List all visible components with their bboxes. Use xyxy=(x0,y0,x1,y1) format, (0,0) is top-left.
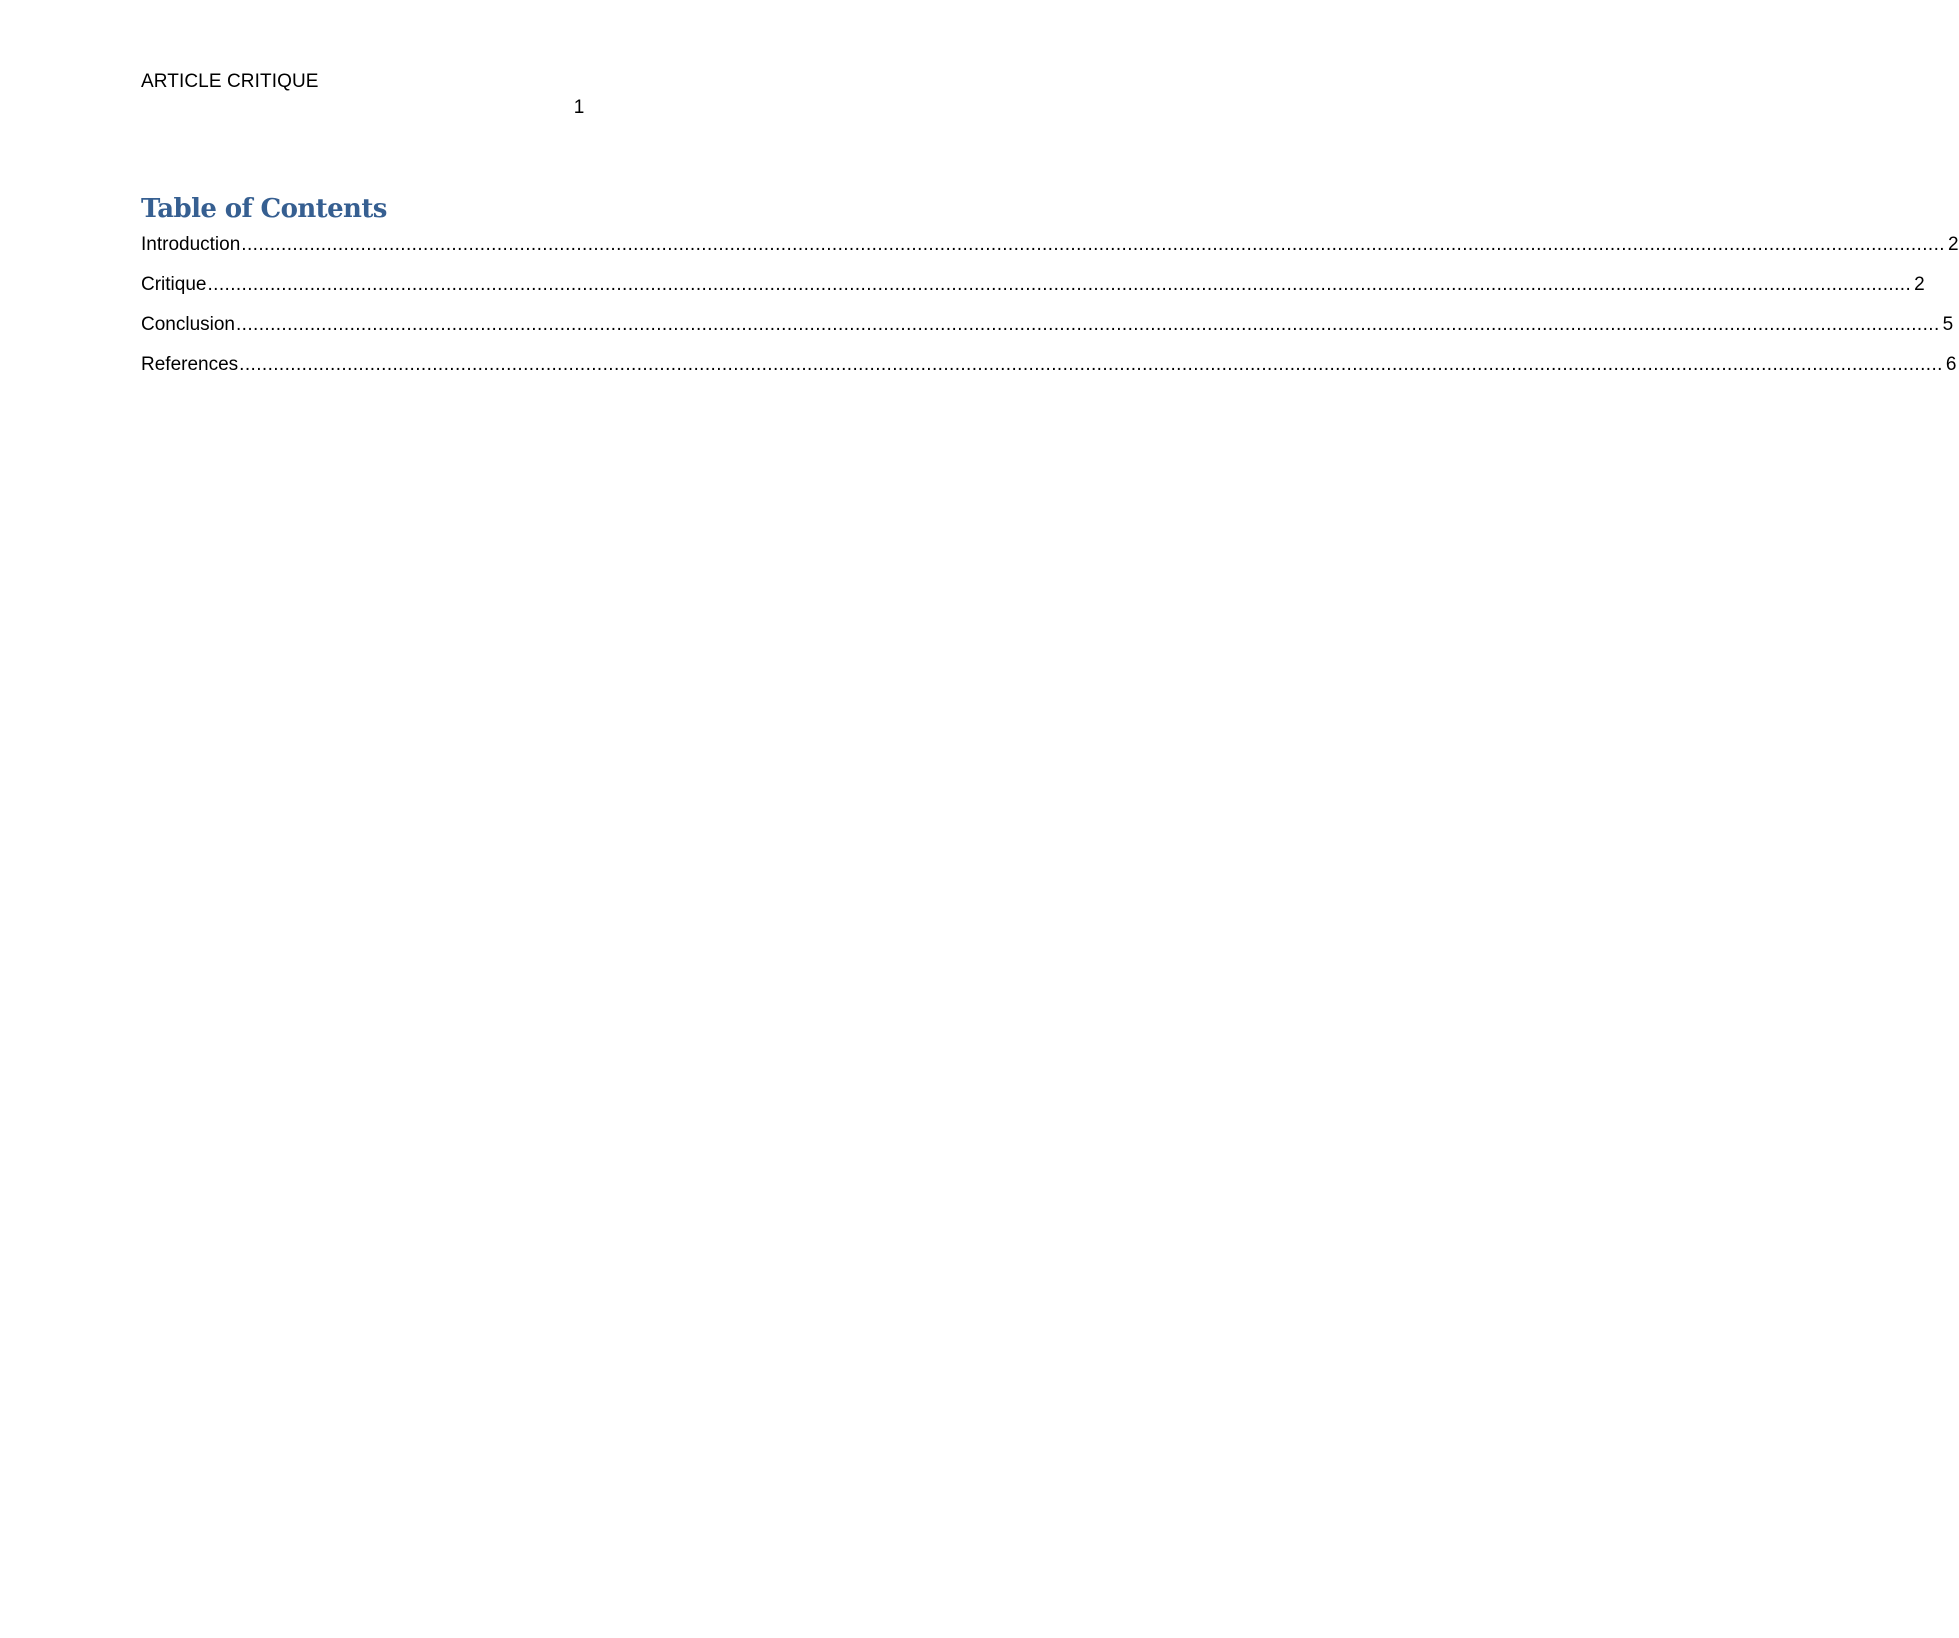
toc-entry-page: 2 xyxy=(1914,274,1925,295)
toc-entry-label: References xyxy=(141,354,239,375)
toc-entry-page: 6 xyxy=(1945,354,1957,375)
toc-entry-references[interactable] xyxy=(141,353,1957,393)
page-number: 1 xyxy=(573,97,585,118)
toc-entry-conclusion[interactable] xyxy=(141,313,1954,353)
toc-entry-page: 5 xyxy=(1942,314,1954,335)
dot-leader: ............................................................................................................................................................................................................................................................................................................ xyxy=(241,234,1945,255)
toc-entry-label: Introduction xyxy=(141,234,241,255)
toc-entry-critique[interactable] xyxy=(141,273,1925,313)
running-head: ARTICLE CRITIQUE xyxy=(141,71,319,92)
toc-entry-label: Conclusion xyxy=(141,314,235,335)
dot-leader: ............................................................................................................................................................................................................................................................................................................ xyxy=(239,354,1943,375)
dot-leader: ............................................................................................................................................................................................................................................................................................................ xyxy=(236,314,1940,335)
toc-entry-label: Critique xyxy=(141,274,207,295)
toc-entry-page: 2 xyxy=(1947,234,1959,255)
dot-leader: ............................................................................................................................................................................................................................................................................................................ xyxy=(207,274,1912,295)
toc-entry-introduction[interactable] xyxy=(141,233,1959,273)
toc-heading: Table of Contents xyxy=(141,194,387,224)
table-of-contents xyxy=(141,233,1959,393)
